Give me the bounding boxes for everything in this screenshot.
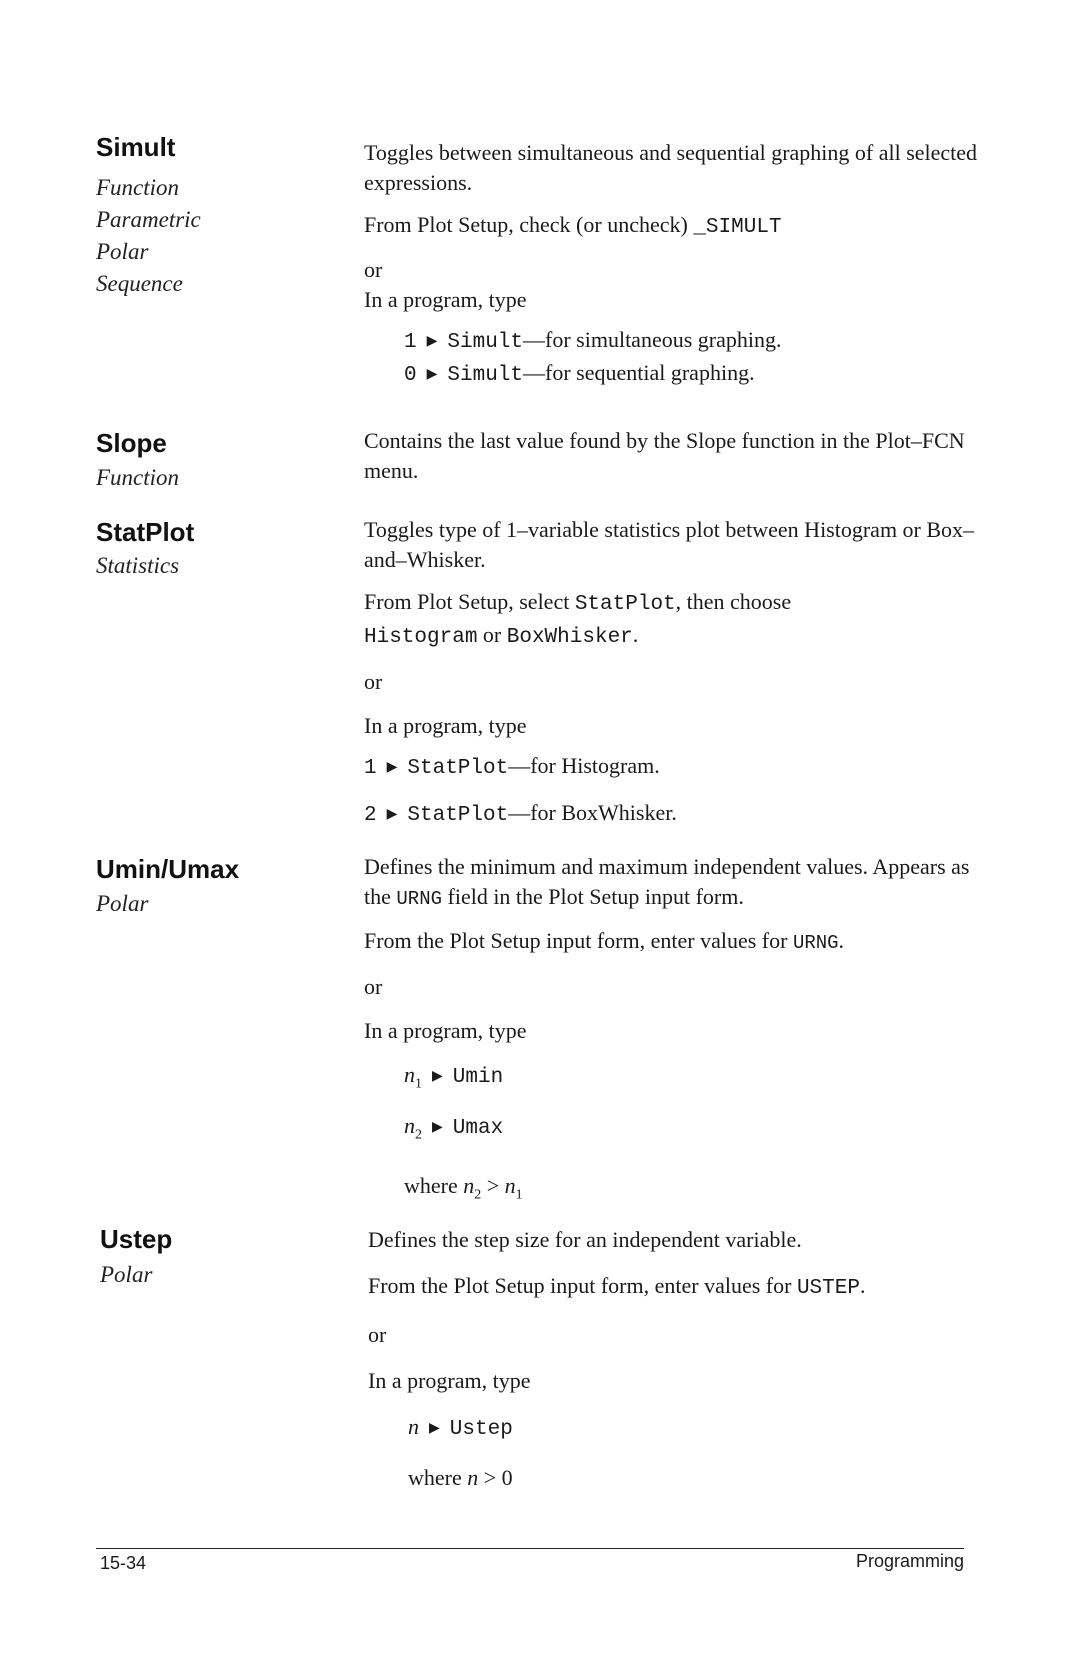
description-text: Defines the step size for an independent variable.: [368, 1227, 802, 1252]
entry-description: [364, 515, 984, 831]
example-list: [404, 325, 984, 391]
mode-list: [96, 172, 201, 300]
where-condition: where n > 0: [408, 1465, 513, 1490]
mode-list: [96, 888, 148, 920]
example-list: [404, 1060, 984, 1210]
mode-list: [96, 462, 179, 494]
description-text: Toggles type of 1–variable statistics plot between Histogram or Box–and–Whisker.: [364, 517, 975, 572]
entry-description: [368, 1225, 988, 1493]
store-arrow-icon: ▶: [426, 367, 438, 382]
store-arrow-icon: ▶: [386, 760, 398, 775]
example-line: n ▶ Ustep: [408, 1412, 988, 1445]
mode-item: Polar: [96, 239, 149, 264]
description-text: Contains the last value found by the Slope function in the Plot–FCN menu.: [364, 428, 965, 483]
mode-item: Parametric: [96, 207, 201, 232]
example-line: 0 ▶ Simult—for sequential graphing.: [404, 358, 984, 391]
description-text: Defines the minimum and maximum independent values. Appears as the URNG field in the Plot Setup input form.: [364, 854, 970, 910]
term-title: Slope: [96, 428, 167, 458]
term-title: Ustep: [100, 1224, 173, 1254]
entry-description: [364, 852, 984, 1210]
example-list: [408, 1412, 988, 1493]
section-title: Programming: [855, 1551, 964, 1571]
page-number: 15-34: [100, 1553, 147, 1573]
mode-item: Function: [96, 465, 180, 490]
program-intro: In a program, type: [368, 1368, 531, 1393]
example-line: 2 ▶ StatPlot—for BoxWhisker.: [364, 798, 984, 831]
mode-item: Polar: [96, 891, 149, 916]
example-line: 1 ▶ StatPlot—for Histogram.: [364, 751, 984, 784]
or-text: or: [364, 974, 383, 999]
setup-instruction: From the Plot Setup input form, enter values for USTEP.: [368, 1273, 866, 1300]
program-intro: In a program, type: [364, 1018, 527, 1043]
or-text: or: [364, 669, 383, 694]
store-arrow-icon: ▶: [386, 807, 398, 822]
mode-item: Sequence: [96, 271, 183, 296]
store-arrow-icon: ▶: [429, 1421, 440, 1436]
setup-instruction: From Plot Setup, check (or uncheck) _SIMULT: [364, 212, 782, 239]
mode-item: Function: [96, 175, 180, 200]
store-arrow-icon: ▶: [432, 1120, 443, 1136]
example-line: $n_2$ ▶ Umax: [404, 1113, 504, 1143]
description-text: Toggles between simultaneous and sequential graphing of all selected expressions.: [364, 140, 978, 195]
setup-instruction: From Plot Setup, select StatPlot, then choose Histogram or BoxWhisker.: [364, 589, 792, 649]
program-intro: In a program, type: [364, 713, 527, 738]
footer-divider: [96, 1548, 964, 1549]
or-text: or: [368, 1322, 387, 1347]
mode-item: Polar: [100, 1262, 153, 1287]
store-arrow-icon: ▶: [426, 334, 438, 349]
term-title: StatPlot: [96, 517, 195, 547]
setup-instruction: From the Plot Setup input form, enter values for URNG.: [364, 928, 845, 954]
entry-description: [364, 426, 984, 486]
program-intro: In a program, type: [364, 287, 527, 312]
code-text: _SIMULT: [693, 216, 782, 239]
store-arrow-icon: ▶: [432, 1069, 443, 1084]
term-title: Umin/Umax: [96, 854, 240, 884]
mode-item: Statistics: [96, 553, 180, 578]
example-list: [364, 751, 984, 831]
example-line: 1 ▶ Simult—for simultaneous graphing.: [404, 325, 984, 358]
mode-list: [96, 550, 179, 582]
term-title: Simult: [96, 132, 176, 162]
example-line: $n_1$ ▶ Umin: [404, 1062, 504, 1092]
entry-description: [364, 138, 984, 391]
mode-list: [100, 1259, 152, 1291]
where-condition: where $n_2 > n_1$: [404, 1172, 523, 1203]
or-text: or: [364, 257, 383, 282]
